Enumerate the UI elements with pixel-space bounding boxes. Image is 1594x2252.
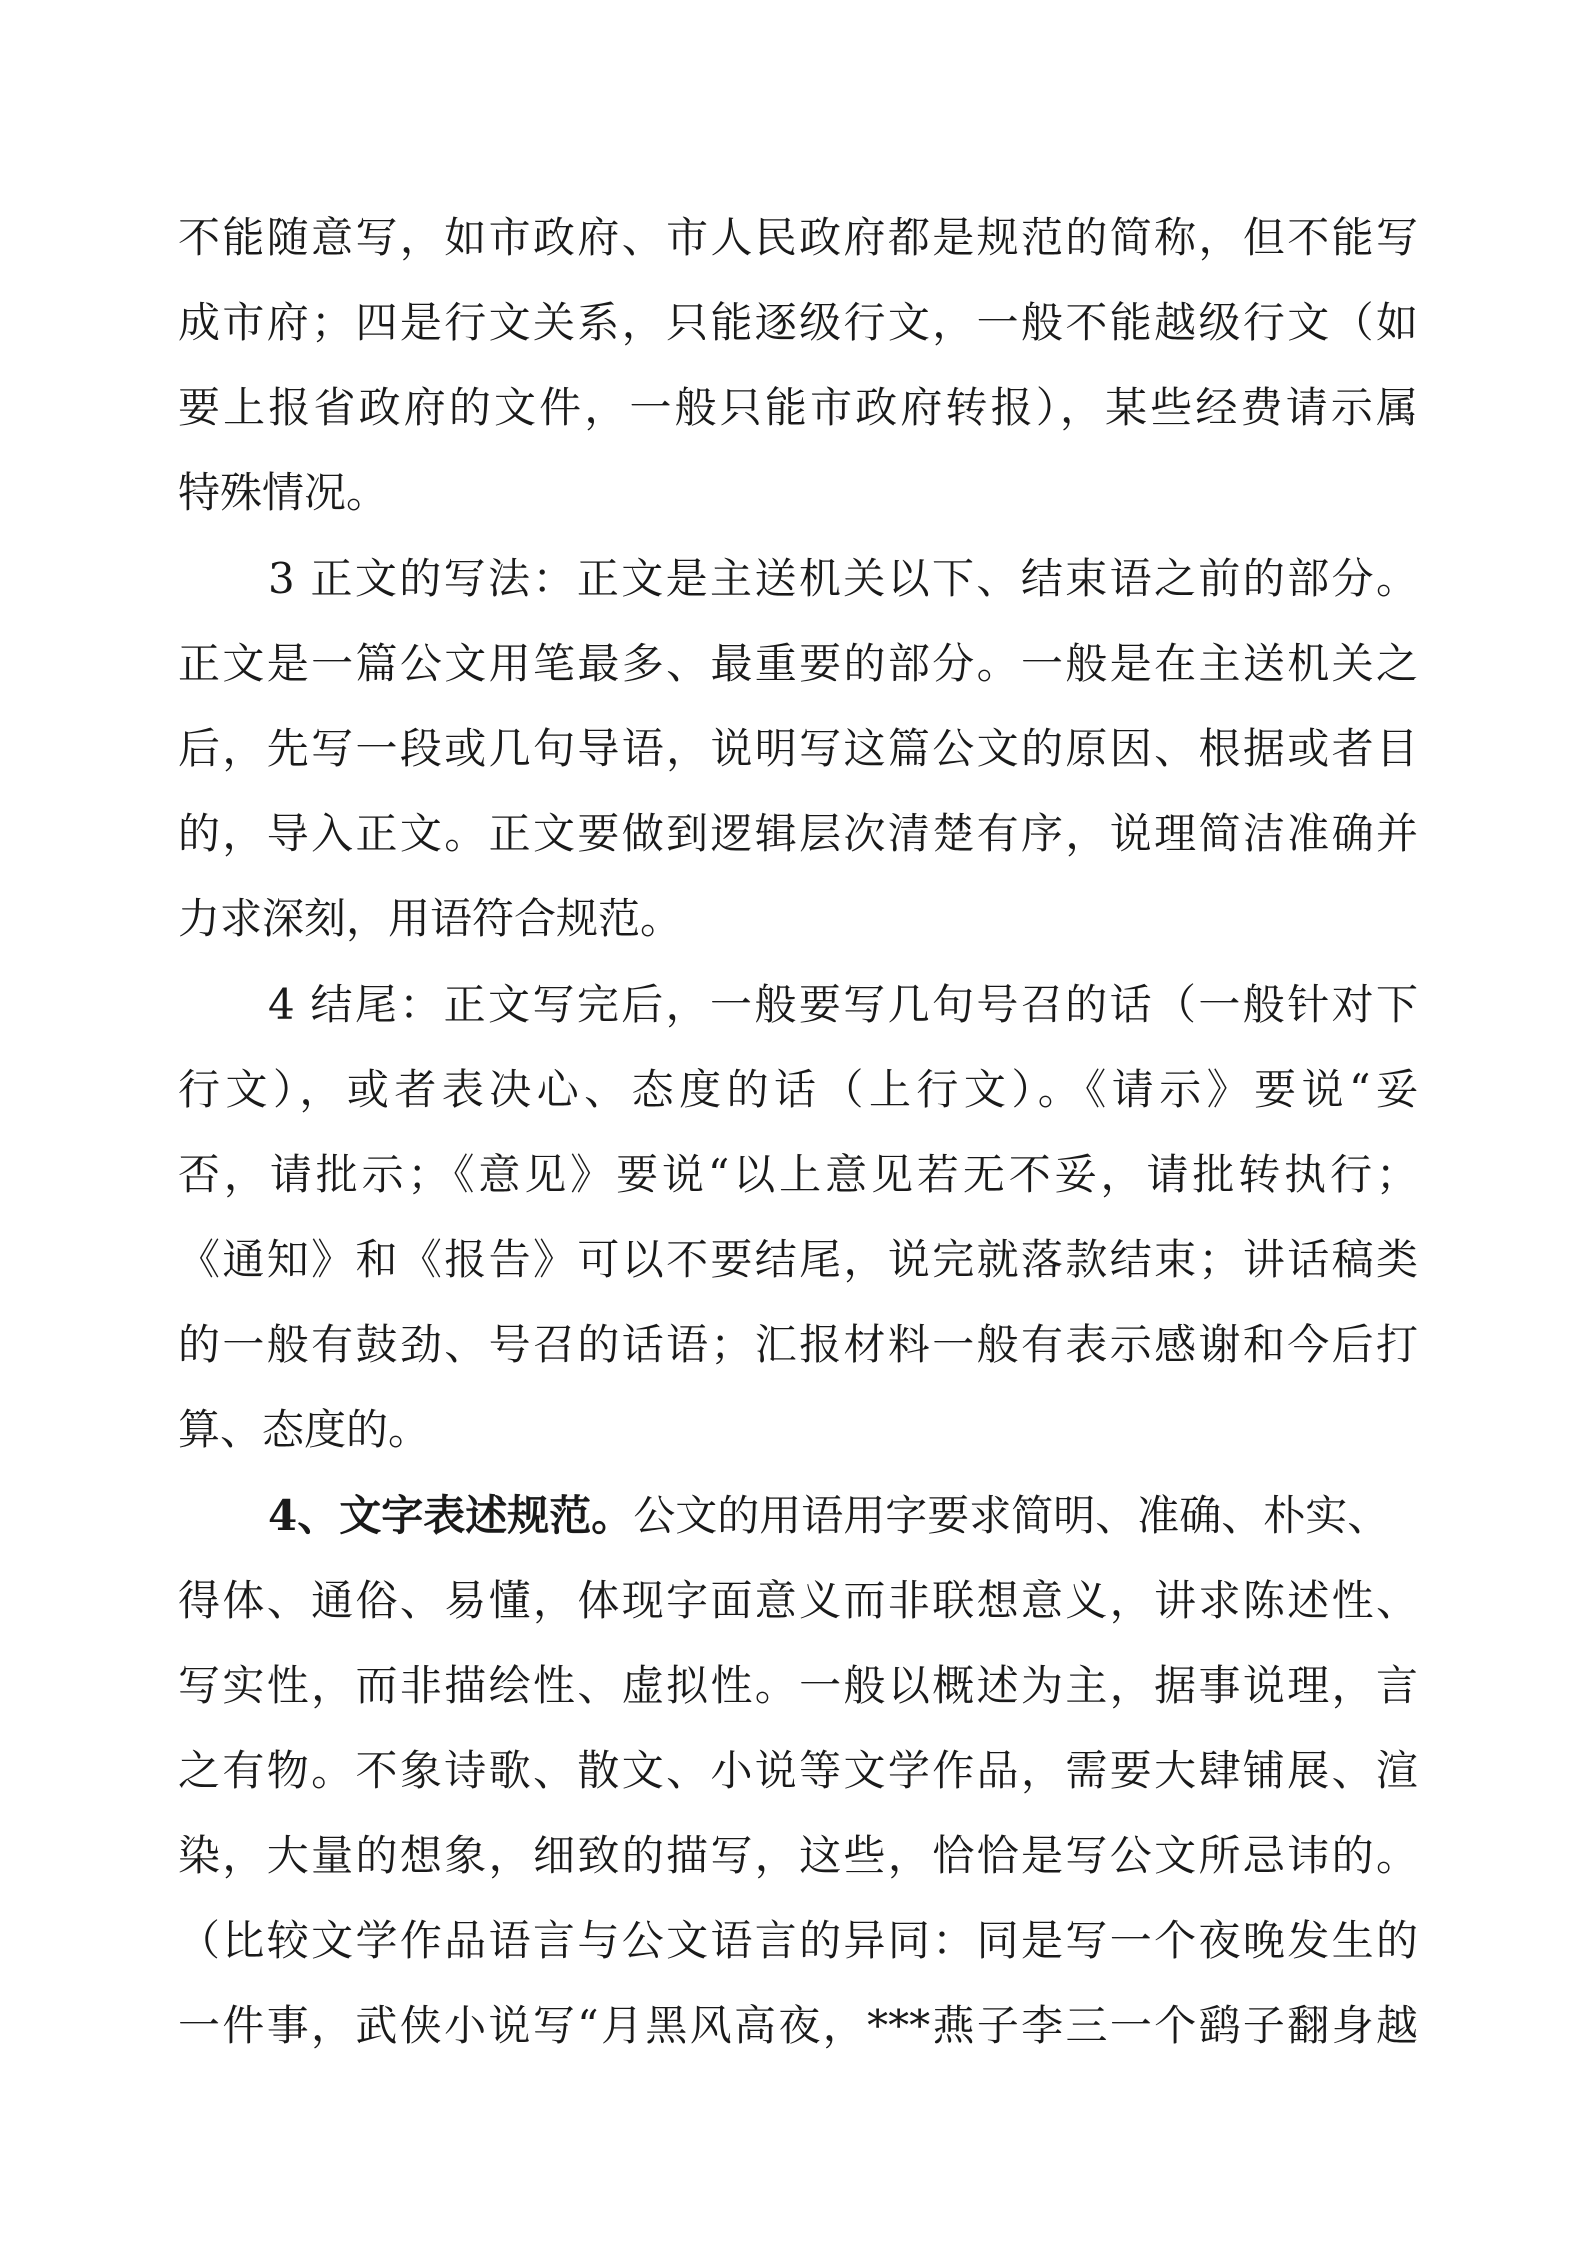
paragraph-3-line-2: 行文），或者表决心、态度的话（上行文）。《请示》要说“妥 (178, 1065, 1418, 1114)
paragraph-4-line-5: 染，大量的想象，细致的描写，这些，恰恰是写公文所忌讳的。 (178, 1831, 1418, 1880)
paragraph-1-line-1: 不能随意写，如市政府、市人民政府都是规范的简称，但不能写 (178, 213, 1418, 262)
paragraph-3-line-3: 否，请批示；《意见》要说“以上意见若无不妥，请批转执行； (178, 1150, 1418, 1199)
paragraph-4-line-1-text: 公文的用语用字要求简明、准确、朴实、 (633, 1491, 1390, 1540)
paragraph-4-line-6: （比较文学作品语言与公文语言的异同：同是写一个夜晚发生的 (178, 1916, 1418, 1965)
paragraph-2-line-5: 力求深刻，用语符合规范。 (178, 894, 683, 943)
paragraph-4-line-7: 一件事，武侠小说写“月黑风高夜，***燕子李三一个鹞子翻身越 (178, 2001, 1418, 2050)
paragraph-3-line-1: 4 结尾：正文写完后，一般要写几句号召的话（一般针对下 (268, 980, 1418, 1029)
paragraph-2-line-3: 后，先写一段或几句导语，说明写这篇公文的原因、根据或者目 (178, 724, 1418, 773)
paragraph-4-line-1 (268, 1486, 1418, 1546)
paragraph-4-line-4: 之有物。不象诗歌、散文、小说等文学作品，需要大肆铺展、渲 (178, 1746, 1418, 1795)
paragraph-2-line-4: 的，导入正文。正文要做到逻辑层次清楚有序，说理简洁准确并 (178, 809, 1418, 858)
paragraph-1-line-3: 要上报省政府的文件，一般只能市政府转报），某些经费请示属 (178, 383, 1418, 432)
paragraph-2-line-2: 正文是一篇公文用笔最多、最重要的部分。一般是在主送机关之 (178, 639, 1418, 688)
paragraph-3-line-4: 《通知》和《报告》可以不要结尾，说完就落款结束；讲话稿类 (178, 1235, 1418, 1284)
paragraph-3-line-5: 的一般有鼓劲、号召的话语；汇报材料一般有表示感谢和今后打 (178, 1320, 1418, 1369)
section-heading: 4、文字表述规范。 (268, 1491, 634, 1540)
paragraph-1-line-2: 成市府；四是行文关系，只能逐级行文，一般不能越级行文（如 (178, 298, 1418, 347)
paragraph-2-line-1: 3 正文的写法：正文是主送机关以下、结束语之前的部分。 (268, 554, 1418, 603)
paragraph-3-line-6: 算、态度的。 (178, 1405, 431, 1454)
paragraph-4-line-2: 得体、通俗、易懂，体现字面意义而非联想意义，讲求陈述性、 (178, 1576, 1418, 1625)
paragraph-4-line-3: 写实性，而非描绘性、虚拟性。一般以概述为主，据事说理，言 (178, 1661, 1418, 1710)
paragraph-1-line-4: 特殊情况。 (178, 468, 389, 517)
